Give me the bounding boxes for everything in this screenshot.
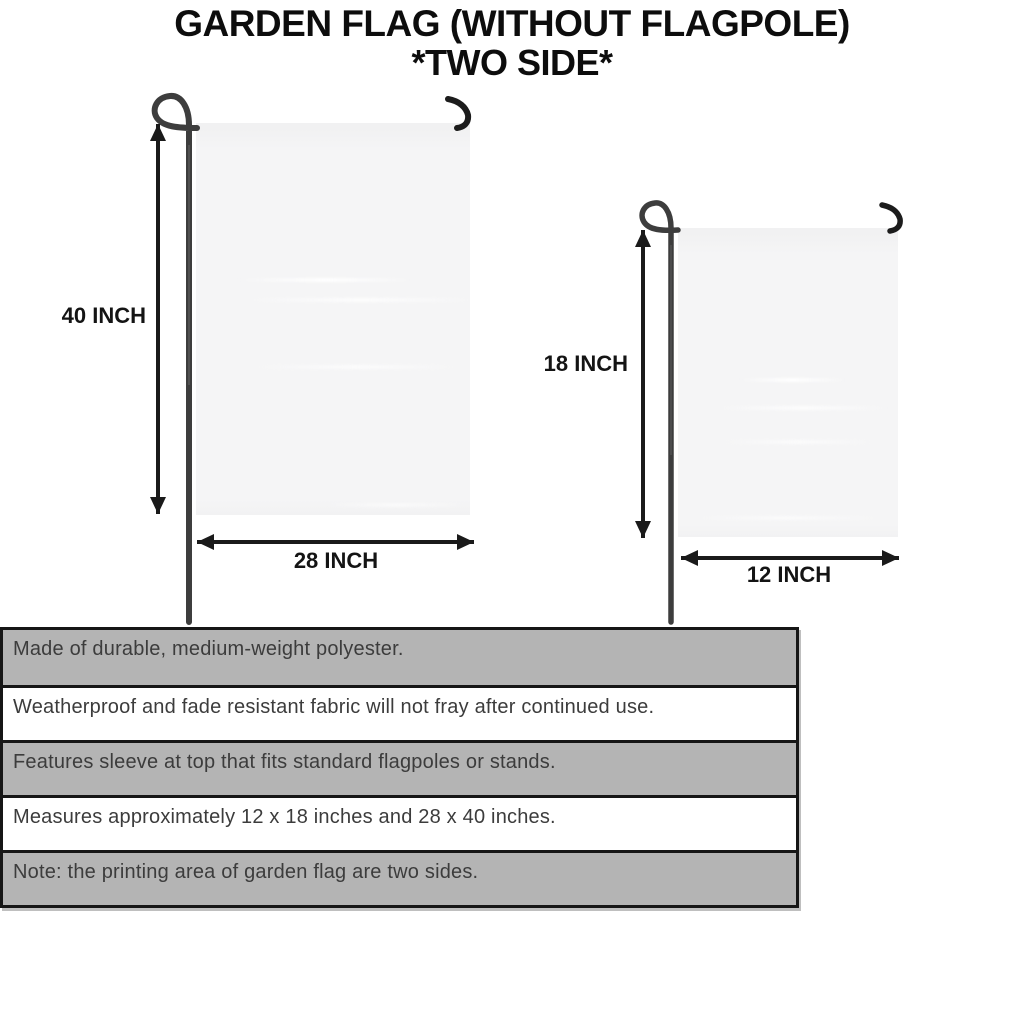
large-flag-width-label: 28 INCH: [293, 548, 379, 573]
small-flag-height-label: 18 INCH: [543, 351, 628, 376]
title-line-1: GARDEN FLAG (WITHOUT FLAGPOLE): [174, 3, 850, 44]
spec-row-measures: Measures approximately 12 x 18 inches and 28 x 40 inches.: [3, 795, 796, 850]
fold-line: [256, 365, 456, 369]
product-spec-panel: [0, 627, 799, 908]
small-flag-hook-icon: [877, 198, 911, 238]
large-flag-height-arrow: [156, 124, 160, 514]
small-flag-width-arrow: [681, 556, 899, 560]
small-flag-width-label: 12 INCH: [746, 562, 832, 587]
large-flag-width-arrow: [197, 540, 474, 544]
large-flag-height-label: 40 INCH: [61, 303, 146, 328]
small-flag-cloth: [678, 228, 898, 537]
fold-line: [236, 278, 416, 282]
large-flag-cloth: [196, 123, 470, 515]
spec-row-note: Note: the printing area of garden flag are two sides.: [3, 850, 796, 905]
small-flag-height-arrow: [641, 230, 645, 538]
fold-line: [723, 440, 873, 444]
title-line-2: *TWO SIDE*: [411, 42, 613, 83]
page-title: [0, 4, 1024, 82]
large-flag-hook-icon: [442, 92, 478, 134]
spec-row-weatherproof: Weatherproof and fade resistant fabric will not fray after continued use.: [3, 685, 796, 740]
spec-row-material: Made of durable, medium-weight polyester.: [3, 630, 796, 685]
fold-line: [246, 298, 476, 302]
fold-line: [738, 378, 848, 382]
fold-line: [698, 516, 878, 520]
fold-line: [326, 503, 466, 507]
fold-line: [718, 406, 888, 410]
spec-row-sleeve: Features sleeve at top that fits standard flagpoles or stands.: [3, 740, 796, 795]
